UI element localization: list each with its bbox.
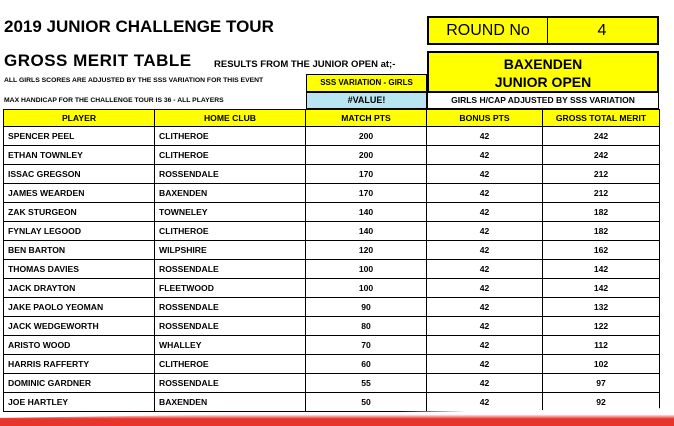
bonus-pts-cell: 42: [427, 222, 543, 241]
table-row: [4, 184, 660, 203]
bonus-pts-cell: 42: [427, 184, 543, 203]
home-club-cell: BAXENDEN: [155, 184, 306, 203]
girls-adjustment-note: ALL GIRLS SCORES ARE ADJUSTED BY THE SSS VARIATION FOR THIS EVENT: [4, 77, 264, 84]
match-pts-cell: 140: [306, 203, 427, 222]
player-cell: ZAK STURGEON: [4, 203, 155, 222]
player-cell: JAMES WEARDEN: [4, 184, 155, 203]
table-header-row: [4, 110, 660, 127]
player-cell: SPENCER PEEL: [4, 127, 155, 146]
column-header-bonus-pts: BONUS PTS: [427, 110, 543, 127]
player-cell: ARISTO WOOD: [4, 336, 155, 355]
column-header-home-club: HOME CLUB: [155, 110, 306, 127]
home-club-cell: ROSSENDALE: [155, 317, 306, 336]
table-row: [4, 317, 660, 336]
home-club-cell: CLITHEROE: [155, 146, 306, 165]
table-row: [4, 298, 660, 317]
gross-total-cell: 212: [543, 165, 660, 184]
home-club-cell: ROSSENDALE: [155, 260, 306, 279]
table-row: [4, 127, 660, 146]
event-name-box: [427, 51, 659, 93]
bonus-pts-cell: 42: [427, 374, 543, 393]
match-pts-cell: 200: [306, 146, 427, 165]
column-header-gross-total: GROSS TOTAL MERIT: [543, 110, 660, 127]
match-pts-cell: 100: [306, 279, 427, 298]
gross-total-cell: 132: [543, 298, 660, 317]
table-row: [4, 203, 660, 222]
round-box: [427, 16, 659, 45]
home-club-cell: BAXENDEN: [155, 393, 306, 412]
match-pts-cell: 90: [306, 298, 427, 317]
table-row: [4, 374, 660, 393]
home-club-cell: WILPSHIRE: [155, 241, 306, 260]
merit-table: [3, 109, 660, 412]
gross-total-cell: 92: [543, 393, 660, 412]
bonus-pts-cell: 42: [427, 146, 543, 165]
gross-total-cell: 122: [543, 317, 660, 336]
gross-total-cell: 97: [543, 374, 660, 393]
player-cell: HARRIS RAFFERTY: [4, 355, 155, 374]
bonus-pts-cell: 42: [427, 317, 543, 336]
gross-total-cell: 162: [543, 241, 660, 260]
merit-table-title: GROSS MERIT TABLE: [4, 51, 192, 70]
home-club-cell: FLEETWOOD: [155, 279, 306, 298]
gross-total-cell: 142: [543, 260, 660, 279]
girls-handicap-note: GIRLS H/CAP ADJUSTED BY SSS VARIATION: [427, 92, 659, 109]
gross-total-cell: 242: [543, 146, 660, 165]
table-row: [4, 279, 660, 298]
table-row: [4, 336, 660, 355]
match-pts-cell: 100: [306, 260, 427, 279]
player-cell: JACK DRAYTON: [4, 279, 155, 298]
bonus-pts-cell: 42: [427, 165, 543, 184]
round-label: ROUND No: [429, 18, 548, 43]
bonus-pts-cell: 42: [427, 393, 543, 412]
bonus-pts-cell: 42: [427, 355, 543, 374]
table-row: [4, 393, 660, 412]
match-pts-cell: 70: [306, 336, 427, 355]
home-club-cell: CLITHEROE: [155, 127, 306, 146]
home-club-cell: CLITHEROE: [155, 222, 306, 241]
match-pts-cell: 140: [306, 222, 427, 241]
column-header-player: PLAYER: [4, 110, 155, 127]
player-cell: JAKE PAOLO YEOMAN: [4, 298, 155, 317]
table-row: [4, 165, 660, 184]
match-pts-cell: 170: [306, 165, 427, 184]
match-pts-cell: 170: [306, 184, 427, 203]
match-pts-cell: 80: [306, 317, 427, 336]
match-pts-cell: 55: [306, 374, 427, 393]
bonus-pts-cell: 42: [427, 279, 543, 298]
gross-total-cell: 102: [543, 355, 660, 374]
column-header-match-pts: MATCH PTS: [306, 110, 427, 127]
gross-total-cell: 242: [543, 127, 660, 146]
round-value: 4: [597, 22, 607, 39]
gross-total-cell: 182: [543, 222, 660, 241]
home-club-cell: CLITHEROE: [155, 355, 306, 374]
home-club-cell: ROSSENDALE: [155, 374, 306, 393]
table-row: [4, 241, 660, 260]
bonus-pts-cell: 42: [427, 241, 543, 260]
player-cell: JOE HARTLEY: [4, 393, 155, 412]
max-handicap-note: MAX HANDICAP FOR THE CHALLENGE TOUR IS 36 - ALL PLAYERS: [4, 97, 224, 104]
bonus-pts-cell: 42: [427, 336, 543, 355]
sss-variation-label: SSS VARIATION - GIRLS: [306, 74, 427, 92]
tour-title: 2019 JUNIOR CHALLENGE TOUR: [4, 17, 274, 36]
home-club-cell: ROSSENDALE: [155, 298, 306, 317]
bonus-pts-cell: 42: [427, 203, 543, 222]
home-club-cell: TOWNELEY: [155, 203, 306, 222]
match-pts-cell: 200: [306, 127, 427, 146]
bonus-pts-cell: 42: [427, 260, 543, 279]
event-name-line2: JUNIOR OPEN: [494, 74, 592, 90]
table-row: [4, 146, 660, 165]
home-club-cell: WHALLEY: [155, 336, 306, 355]
player-cell: ETHAN TOWNLEY: [4, 146, 155, 165]
player-cell: ISSAC GREGSON: [4, 165, 155, 184]
match-pts-cell: 120: [306, 241, 427, 260]
table-row: [4, 222, 660, 241]
match-pts-cell: 50: [306, 393, 427, 412]
results-from-label: RESULTS FROM THE JUNIOR OPEN at;-: [214, 59, 396, 70]
gross-total-cell: 142: [543, 279, 660, 298]
table-body: [4, 127, 660, 412]
event-name-line1: BAXENDEN: [503, 56, 583, 72]
bonus-pts-cell: 42: [427, 127, 543, 146]
gross-total-cell: 212: [543, 184, 660, 203]
table-row: [4, 355, 660, 374]
bonus-pts-cell: 42: [427, 298, 543, 317]
gross-total-cell: 182: [543, 203, 660, 222]
gross-total-cell: 112: [543, 336, 660, 355]
player-cell: DOMINIC GARDNER: [4, 374, 155, 393]
sss-variation-value: #VALUE!: [306, 92, 427, 109]
table-row: [4, 260, 660, 279]
player-cell: JACK WEDGEWORTH: [4, 317, 155, 336]
match-pts-cell: 60: [306, 355, 427, 374]
player-cell: FYNLAY LEGOOD: [4, 222, 155, 241]
home-club-cell: ROSSENDALE: [155, 165, 306, 184]
player-cell: BEN BARTON: [4, 241, 155, 260]
player-cell: THOMAS DAVIES: [4, 260, 155, 279]
